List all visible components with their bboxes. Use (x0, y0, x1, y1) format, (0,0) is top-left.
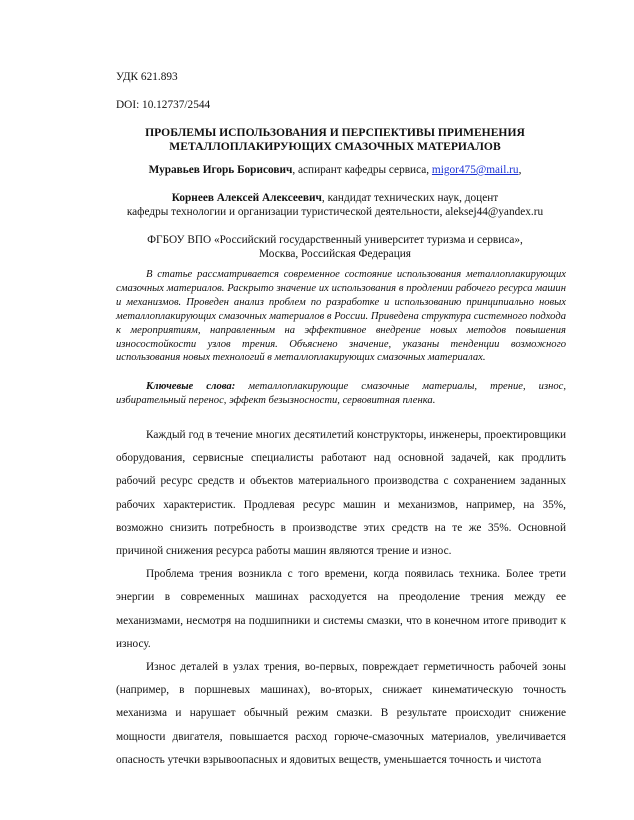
author-2-role-line-2: кафедры технологии и организации туристической деятельности, aleksej44@yandex.ru (126, 206, 544, 218)
title-line-2: МЕТАЛЛОПЛАКИРУЮЩИХ СМАЗОЧНЫХ МАТЕРИАЛОВ (169, 140, 501, 153)
author-2 (100, 191, 570, 219)
author-1-trail: , (518, 164, 522, 176)
author-2-name: Корнеев Алексей Алексеевич (171, 192, 322, 204)
author-1-name: Муравьев Игорь Борисович (148, 164, 293, 176)
affiliation (100, 233, 570, 261)
author-1-email-link[interactable]: migor475@mail.ru (431, 164, 519, 176)
keywords-label: Ключевые слова: (146, 381, 236, 392)
affiliation-line-1: ФГБОУ ВПО «Российский государственный университет туризма и сервиса», (147, 234, 523, 246)
paragraph-1: Каждый год в течение многих десятилетий конструкторы, инженеры, проектировщики оборудования, сервисные специалисты работают над основной задачей, как продлить рабочий ресурс средств и объектов материального производства с сохранением заданных рабочих характеристик. Продлевая ресурс машин и механизмов, например, на 35%, возможно снизить потребность в производстве этих средств на те же 35%. Основной причиной снижения ресурса работы машин являются трение и износ. (116, 429, 566, 558)
affiliation-line-2: Москва, Российская Федерация (259, 248, 411, 260)
abstract (116, 268, 566, 365)
author-1 (100, 163, 570, 177)
author-2-role-line-1: , кандидат технических наук, доцент (321, 192, 499, 204)
udc-code: УДК 621.893 (116, 71, 178, 83)
paper-title (100, 126, 570, 154)
keywords (116, 380, 566, 408)
paragraph-2: Проблема трения возникла с того времени, когда появилась техника. Более трети энергии в современных машинах расходуется на преодоление трения между ее механизмами, несмотря на подшипники и системы смазки, что в конечном итоге приводит к износу. (116, 568, 566, 650)
paragraph-3: Износ деталей в узлах трения, во-первых, повреждает герметичность рабочей зоны (например, в поршневых машинах), во-вторых, снижает кинематическую точность механизма и нарушает обычный режим смазки. В результате происходит снижение мощности двигателя, повышается расход горюче-смазочных материалов, увеличивается опасность утечки взрывоопасных и ядовитых веществ, уменьшается точность и чистота (116, 661, 566, 766)
body-text (116, 424, 566, 772)
keywords-text: металлоплакирующие смазочные материалы, трение, износ, избирательный перенос, эффект безызносности, сервовитная пленка. (116, 381, 566, 406)
abstract-text: В статье рассматривается современное состояние использования металлоплакирующих смазочных материалов. Раскрыто значение их использования в продлении рабочего ресурса машин и механизмов. Проведен анализ проблем по разработке и использованию принципиально новых металлоплакирующих смазочных материалов в России. Приведена структура системного подхода к мероприятиям, направленным на эффективное внедрение новых методов повышения износостойкости узлов трения. Объяснено значение, указаны тенденции возможного использования новых технологий в металлоплакирующих смазочных материалах. (116, 269, 566, 364)
title-line-1: ПРОБЛЕМЫ ИСПОЛЬЗОВАНИЯ И ПЕРСПЕКТИВЫ ПРИМЕНЕНИЯ (145, 126, 525, 139)
doi: DOI: 10.12737/2544 (116, 99, 211, 111)
author-1-role: , аспирант кафедры сервиса, (292, 164, 432, 176)
